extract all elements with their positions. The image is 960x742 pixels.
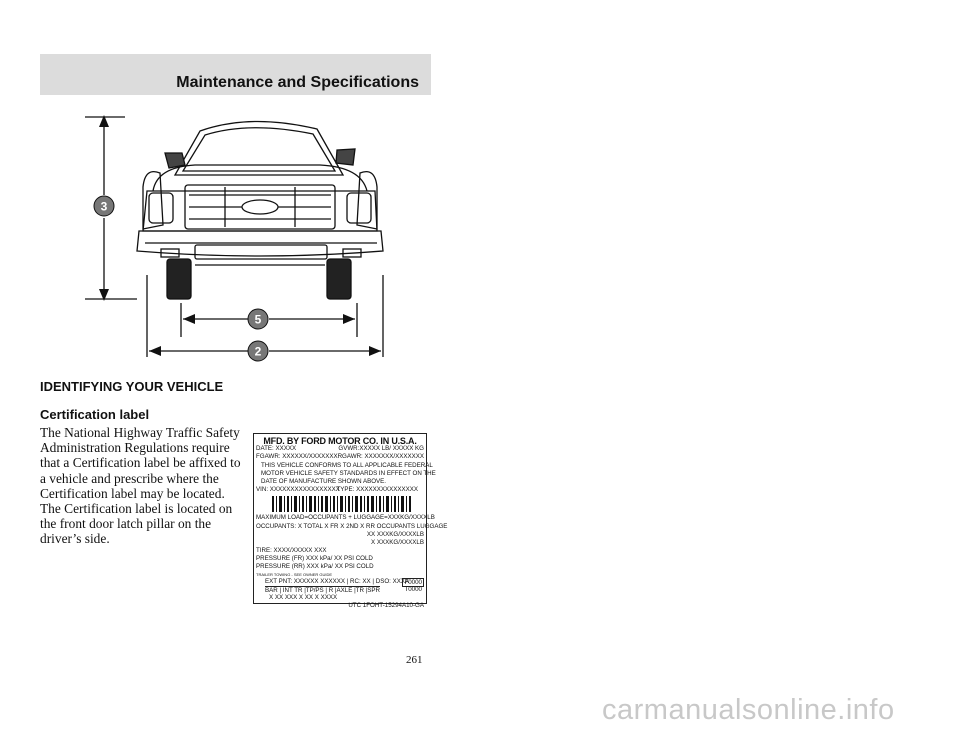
page-number: 261 xyxy=(406,654,423,666)
callout-overall-width: 2 xyxy=(254,344,262,359)
label-pressure-front: PRESSURE (FR) XXX kPa/ XX PSI COLD xyxy=(256,555,373,563)
label-vin: VIN: XXXXXXXXXXXXXXXXX xyxy=(256,486,340,494)
page-title: Maintenance and Specifications xyxy=(176,74,419,91)
label-title: MFD. BY FORD MOTOR CO. IN U.S.A. xyxy=(263,436,417,446)
certification-label xyxy=(250,430,448,610)
subheading: Certification label xyxy=(40,407,150,422)
label-conform-3: DATE OF MANUFACTURE SHOWN ABOVE. xyxy=(261,477,387,485)
barcode xyxy=(272,496,412,512)
watermark: carmanualsonline.info xyxy=(602,694,895,726)
callout-track-width: 5 xyxy=(254,312,262,327)
body-paragraph: The National Highway Traffic Safety Administration Regulations require that a Certification label be affixed to a vehicle and prescribe where the Certification label may be located. The Certification label is located on the front door latch pillar on the driver’s side. xyxy=(40,425,241,547)
header-band xyxy=(40,54,431,95)
label-occupants-row-1: XX XXXKG/XXXXLB xyxy=(366,530,424,538)
label-occupants-row-2: X XXXKG/XXXXLB xyxy=(371,538,424,546)
label-tire: TIRE: XXXX/XXXXX XXX xyxy=(256,547,327,555)
label-gvwr: GVWR:XXXXX LB/ XXXXX KG xyxy=(338,445,424,453)
section-heading: IDENTIFYING YOUR VEHICLE xyxy=(40,379,224,394)
label-fgawr: FGAWR: XXXXXX/XXXXXXX xyxy=(256,453,338,461)
label-ext-paint: EXT PNT: XXXXXX XXXXXX | RC: XX | DSO: XXXX xyxy=(265,577,410,585)
label-type: TYPE: XXXXXXXXXXXXXXX xyxy=(336,486,418,494)
callout-height: 3 xyxy=(100,199,108,214)
label-occupants: OCCUPANTS: X TOTAL X FR X 2ND X RR OCCUPANTS LUGGAGE xyxy=(256,522,448,530)
label-columns: BAR | INT TR |TP/PS | R |AXLE |TR |SPR xyxy=(265,586,380,594)
label-conform-1: THIS VEHICLE CONFORMS TO ALL APPLICABLE FEDERAL xyxy=(261,461,433,469)
label-date: DATE: XXXXX xyxy=(256,445,297,453)
label-trailer-towing: TRAILER TOWING - SEE OWNER GUIDE xyxy=(256,571,333,577)
truck-front-illustration xyxy=(85,105,390,367)
label-code-box-1: F0000 xyxy=(404,578,422,586)
label-values: X XX XXX X XX X XXXX xyxy=(269,594,338,602)
label-max-load: MAXIMUM LOAD=OCCUPANTS + LUGGAGE=XXXKG/XXXXLB xyxy=(256,514,435,522)
label-utc: UTC 1FOHT-15294A10-GA xyxy=(348,602,424,610)
label-code-box-2: T0000 xyxy=(404,585,422,593)
label-conform-2: MOTOR VEHICLE SAFETY STANDARDS IN EFFECT ON THE xyxy=(261,469,436,477)
label-pressure-rear: PRESSURE (RR) XXX kPa/ XX PSI COLD xyxy=(256,563,374,571)
label-rgawr: RGAWR: XXXXXXX/XXXXXXX xyxy=(337,453,424,461)
